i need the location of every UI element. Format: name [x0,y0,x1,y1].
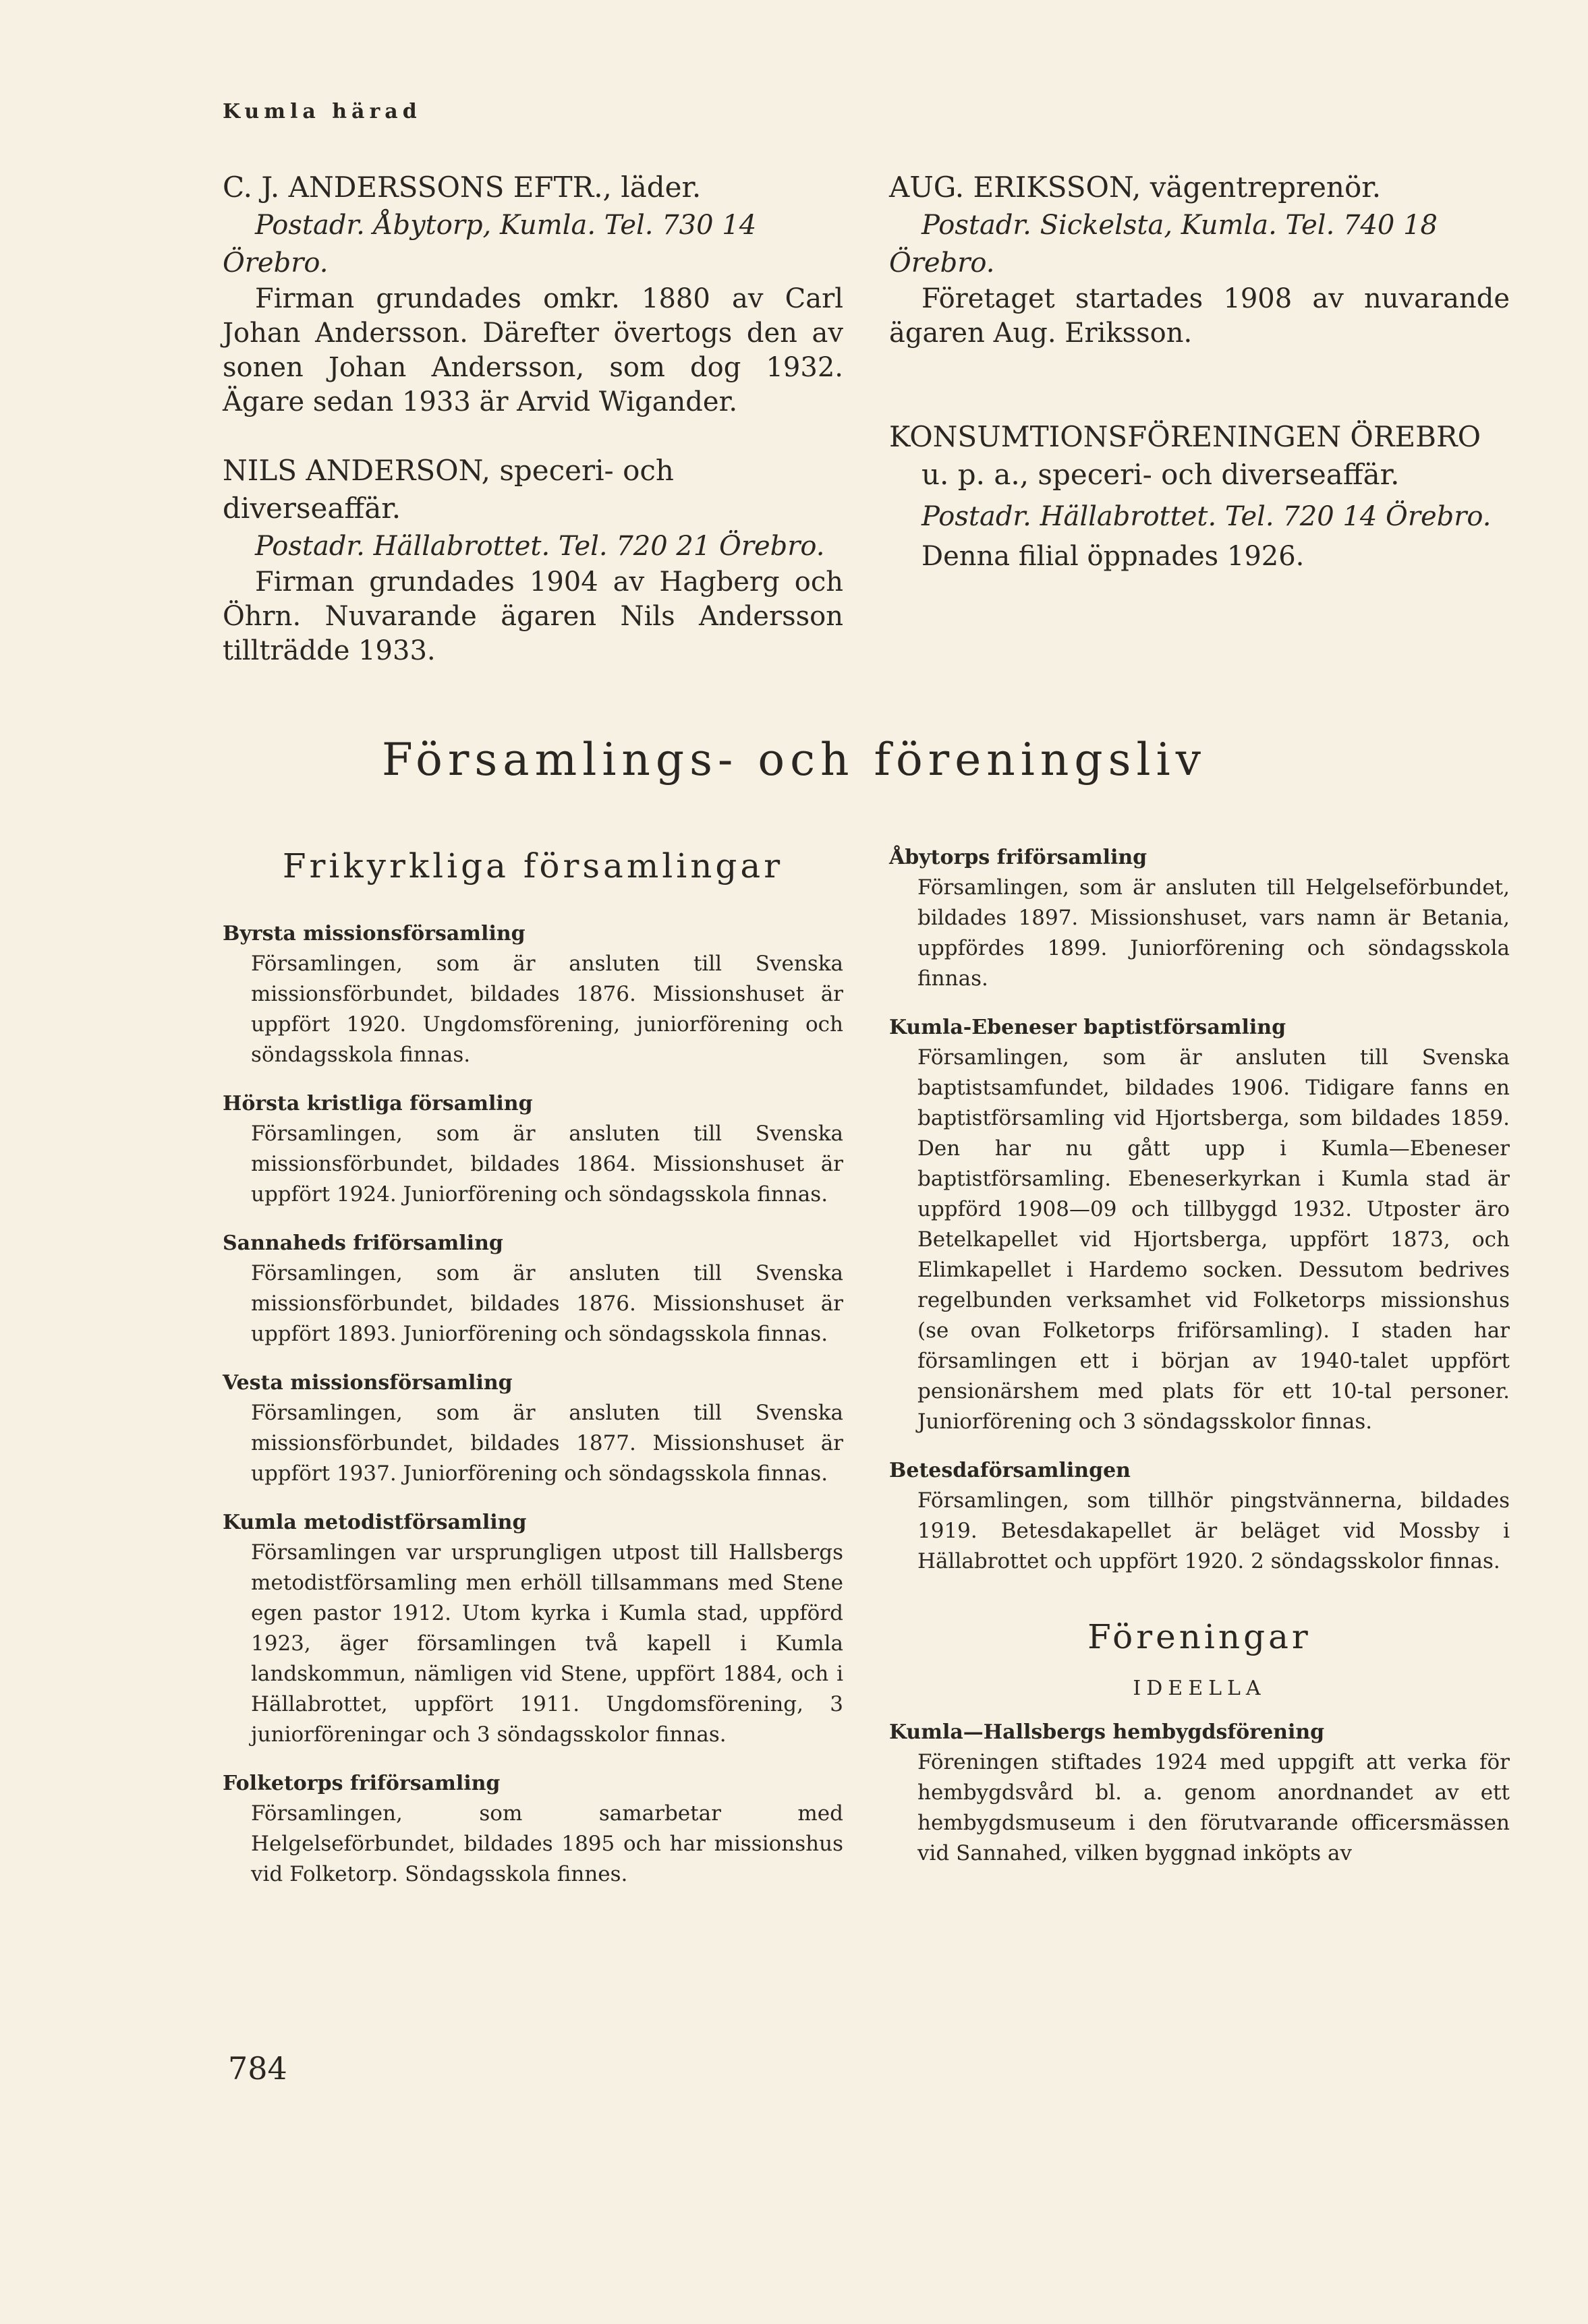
entry-text: Församlingen var ursprungligen utpost till Hallsbergs metodistförsamling men erhöll tillsammans med Stene egen pastor 1912. Utom kyrka i Kumla stad, uppförd 1923, äger församlingen två kapell i Kumla landskommun, nämligen vid Stene, uppfört 1884, och i Hällabrottet, uppfört 1911. Ungdomsförening, 3 juniorföreningar och 3 söndagsskolor finnas. [251,1540,843,1747]
list-item [889,843,1510,994]
list-item [223,1368,843,1489]
congregations-left-column [223,846,843,1909]
list-item [223,1229,843,1349]
company-text: Firman grundades 1904 av Hagberg och Öhrn. Nuvarande ägaren Nils Andersson tillträdde 1933. [223,567,843,666]
company-address: Postadr. Åbytorp, Kumla. Tel. 730 14 [255,210,757,241]
congregations-right-column [889,843,1510,1888]
entry-name: Hörsta kristliga församling [223,1092,533,1115]
entry-name: Åbytorps friförsamling [889,846,1147,869]
entry-name: Kumla-Ebeneser baptistförsamling [889,1016,1286,1039]
entry-text: Församlingen, som är ansluten till Svenska baptistsamfundet, bildades 1906. Tidigare fanns en baptistförsamling vid Hjortsberga, som bildades 1859. Den har nu gått upp i Kumla—Ebeneser baptistförsamling. Ebeneserkyrkan i Kumla stad är uppförd 1908—09 och tillbyggd 1932. Utposter äro Betelkapellet vid Hjortsberga, uppfört 1873, och Elimkapellet i Hardemo socken. Dessutom bedrives regelbunden verksamhet vid Folketorps missionshus (se ovan Folketorps friförsamling). I staden har församlingen ett i början av 1940-talet uppfört pensionärshem med plats för ett 10-tal personer. Juniorförening och 3 söndagsskolor finnas. [917,1045,1510,1434]
company-entry [889,418,1510,574]
entry-text: Församlingen, som är ansluten till Helgelseförbundet, bildades 1897. Missionshuset, vars namn är Betania, uppfördes 1899. Juniorförening och söndagsskola finnas. [917,875,1510,991]
entry-text: Församlingen, som är ansluten till Svenska missionsförbundet, bildades 1876. Missionshuset är uppfört 1893. Juniorförening och söndagsskola finnas. [251,1261,843,1346]
subsection-title: Föreningar [1087,1617,1311,1656]
list-item [223,1089,843,1210]
entry-text: Församlingen, som är ansluten till Svenska missionsförbundet, bildades 1876. Missionshuset är uppfört 1920. Ungdomsförening, juniorförening och söndagsskola finnas. [251,952,843,1067]
list-item [223,919,843,1070]
list-item [223,1508,843,1750]
entry-text: Församlingen, som är ansluten till Svenska missionsförbundet, bildades 1864. Missionshuset är uppfört 1924. Juniorförening och söndagsskola finnas. [251,1122,843,1207]
company-name-cont: u. p. a., speceri- och diverseaffär. [921,458,1400,491]
list-item [223,1769,843,1890]
companies-right-column [889,169,1510,574]
company-address-cont: Örebro. [889,248,995,279]
company-address-cont: Örebro. [223,248,329,279]
section-title: Församlings- och föreningsliv [381,734,1207,786]
company-entry [223,169,843,419]
company-address: Postadr. Sickelsta, Kumla. Tel. 740 18 [921,210,1438,241]
entry-name: Kumla metodistförsamling [223,1511,527,1534]
entry-name: Byrsta missionsförsamling [223,922,526,946]
category-label: IDEELLA [1133,1677,1266,1700]
page-number: 784 [228,2050,287,2087]
running-head: Kumla härad [223,100,422,123]
companies-left-column [223,169,843,668]
company-name: AUG. ERIKSSON, vägentreprenör. [889,171,1382,204]
entry-text: Föreningen stiftades 1924 med uppgift att verka för hembygdsvård bl. a. genom anordnandet av ett hembygdsmuseum i den förutvarande officersmässen vid Sannahed, vilken byggnad inköpts av [917,1750,1510,1865]
entry-text: Församlingen, som tillhör pingstvännerna, bildades 1919. Betesdakapellet är beläget vid Mossby i Hällabrottet och uppfört 1920. 2 söndagsskolor finnas. [917,1488,1510,1573]
entry-name: Kumla—Hallsbergs hembygdsförening [889,1720,1325,1744]
company-name: C. J. ANDERSSONS EFTR., läder. [223,171,702,204]
company-name: NILS ANDERSON, speceri- och diverseaffär. [223,454,674,525]
company-address: Postadr. Hällabrottet. Tel. 720 14 Örebro. [921,501,1492,532]
subsection-title: Frikyrkliga församlingar [282,846,784,885]
entry-text: Församlingen, som samarbetar med Helgelseförbundet, bildades 1895 och har missionshus vid Folketorp. Söndagsskola finnes. [251,1801,843,1886]
company-name: KONSUMTIONSFÖRENINGEN ÖREBRO [889,420,1481,453]
list-item [889,1013,1510,1437]
company-text: Denna filial öppnades 1926. [921,541,1305,572]
entry-name: Vesta missionsförsamling [223,1371,513,1395]
list-item [889,1456,1510,1577]
company-address: Postadr. Hällabrottet. Tel. 720 21 Örebro. [255,531,825,562]
company-text: Företaget startades 1908 av nuvarande ägaren Aug. Eriksson. [889,283,1510,349]
company-entry [889,169,1510,351]
company-text: Firman grundades omkr. 1880 av Carl Johan Andersson. Därefter övertogs den av sonen Johan Andersson, som dog 1932. Ägare sedan 1933 är Arvid Wigander. [223,283,843,417]
entry-name: Folketorps friförsamling [223,1772,501,1795]
entry-name: Sannaheds friförsamling [223,1231,503,1255]
list-item [889,1718,1510,1869]
entry-name: Betesdaförsamlingen [889,1459,1131,1482]
entry-text: Församlingen, som är ansluten till Svenska missionsförbundet, bildades 1877. Missionshuset är uppfört 1937. Juniorförening och söndagsskola finnas. [251,1401,843,1486]
company-entry [223,452,843,668]
